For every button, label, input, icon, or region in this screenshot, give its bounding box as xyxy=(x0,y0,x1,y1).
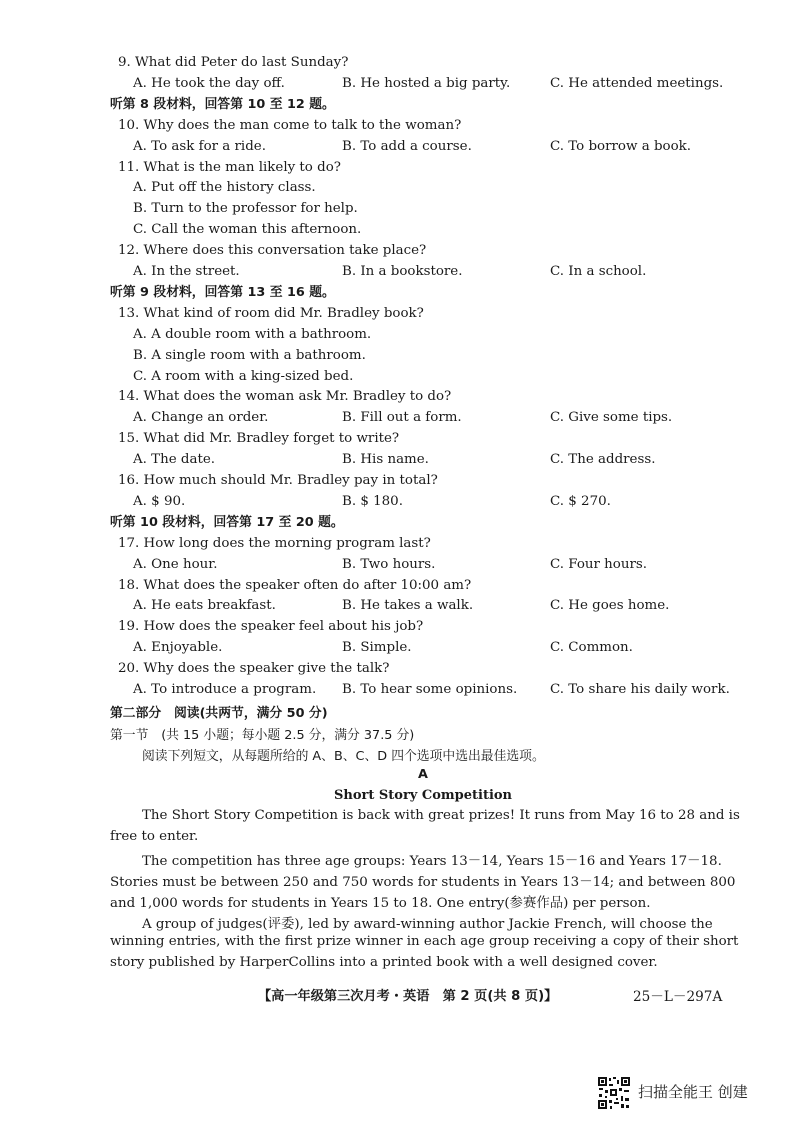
option-row xyxy=(0,324,794,345)
question-stem: 9. What did Peter do last Sunday? xyxy=(118,55,349,70)
option-text: B. Turn to the professor for help. xyxy=(133,201,358,217)
section-instruction: 听第 9 段材料，回答第 13 至 16 题。 xyxy=(110,284,335,300)
qr-code-icon xyxy=(597,1076,631,1110)
option-c: C. He attended meetings. xyxy=(550,75,724,91)
option-c: C. To share his daily work. xyxy=(550,682,730,697)
question-row xyxy=(0,616,794,637)
option-a: A. $ 90. xyxy=(133,493,186,509)
question-row xyxy=(0,470,794,491)
option-a: A. He took the day off. xyxy=(133,75,285,91)
question-row xyxy=(0,658,794,679)
question-stem: 18. What does the speaker often do after 10:00 am? xyxy=(118,577,472,593)
options-row xyxy=(0,637,794,658)
option-b: B. To add a course. xyxy=(342,138,472,154)
question-stem: 16. How much should Mr. Bradley pay in total? xyxy=(118,473,438,488)
option-a: A. Enjoyable. xyxy=(133,640,223,656)
paragraph-1-line-1: The Short Story Competition is back with great prizes! It runs from May 16 to 28 and is xyxy=(142,808,740,823)
option-c: C. Common. xyxy=(550,640,633,656)
question-row xyxy=(0,533,794,554)
option-text: C. A room with a king-sized bed. xyxy=(133,368,354,384)
paragraph-3-line-1: A group of judges(评委), led by award-winning author Jackie French, will choose the xyxy=(142,917,713,932)
option-c: C. In a school. xyxy=(550,264,647,279)
option-b: B. In a bookstore. xyxy=(342,264,463,279)
options-row xyxy=(0,136,794,157)
options-row xyxy=(0,491,794,512)
option-b: B. Simple. xyxy=(342,640,412,656)
option-b: B. To hear some opinions. xyxy=(342,682,518,697)
section1-heading: 第一节 (共 15 小题；每小题 2.5 分，满分 37.5 分) xyxy=(110,728,415,743)
question-stem: 14. What does the woman ask Mr. Bradley to do? xyxy=(118,389,452,405)
options-row xyxy=(0,554,794,575)
option-row xyxy=(0,219,794,240)
section-instruction-row xyxy=(0,512,794,533)
option-c: C. He goes home. xyxy=(550,598,670,614)
question-row xyxy=(0,240,794,261)
option-c: C. Give some tips. xyxy=(550,410,673,426)
option-a: A. One hour. xyxy=(133,556,218,572)
options-row xyxy=(0,261,794,282)
paragraph-3-line-2: winning entries, with the first prize winner in each age group receiving a copy of their short xyxy=(110,934,739,949)
option-a: A. To ask for a ride. xyxy=(133,138,266,154)
question-stem: 20. Why does the speaker give the talk? xyxy=(118,661,390,677)
question-row xyxy=(0,157,794,178)
options-row xyxy=(0,73,794,94)
question-row xyxy=(0,428,794,449)
paragraph-1-line-2: free to enter. xyxy=(110,829,199,844)
option-a: A. He eats breakfast. xyxy=(133,598,276,614)
paragraph-2-line-2: Stories must be between 250 and 750 words for students in Years 13－14; and between 800 xyxy=(110,875,736,890)
page-footer-label: 【高一年级第三次月考・英语 第 2 页(共 8 页)】 xyxy=(258,989,558,1004)
section-instruction-row xyxy=(0,94,794,115)
paragraph-3-line-3: story published by HarperCollins into a printed book with a well designed cover. xyxy=(110,955,658,970)
question-stem: 19. How does the speaker feel about his job? xyxy=(118,619,424,635)
options-row xyxy=(0,407,794,428)
question-stem: 10. Why does the man come to talk to the woman? xyxy=(118,117,462,133)
option-a: A. Change an order. xyxy=(133,410,269,426)
paragraph-2-line-1: The competition has three age groups: Years 13－14, Years 15－16 and Years 17－18. xyxy=(142,854,722,869)
option-row xyxy=(0,366,794,387)
option-text: A. Put off the history class. xyxy=(133,180,316,196)
question-row xyxy=(0,115,794,136)
option-b: B. He hosted a big party. xyxy=(342,75,511,91)
section-instruction-row xyxy=(0,282,794,303)
reading-instruction: 阅读下列短文，从每题所给的 A、B、C、D 四个选项中选出最佳选项。 xyxy=(142,749,545,764)
option-row xyxy=(0,345,794,366)
question-stem: 17. How long does the morning program last? xyxy=(118,535,431,551)
options-row xyxy=(0,449,794,470)
option-text: B. A single room with a bathroom. xyxy=(133,347,366,363)
option-b: B. His name. xyxy=(342,452,429,468)
option-row xyxy=(0,198,794,219)
option-a: A. In the street. xyxy=(133,264,240,279)
section-instruction: 听第 10 段材料，回答第 17 至 20 题。 xyxy=(110,514,344,530)
question-row xyxy=(0,575,794,596)
option-a: A. To introduce a program. xyxy=(133,682,317,697)
option-text: C. Call the woman this afternoon. xyxy=(133,222,362,238)
part2-heading: 第二部分 阅读(共两节，满分 50 分) xyxy=(110,706,328,721)
question-stem: 15. What did Mr. Bradley forget to write? xyxy=(118,431,400,447)
question-stem: 11. What is the man likely to do? xyxy=(118,159,341,175)
passage-letter: A xyxy=(418,767,428,782)
question-stem: 13. What kind of room did Mr. Bradley book? xyxy=(118,305,424,321)
option-b: B. $ 180. xyxy=(342,493,403,509)
question-stem: 12. Where does this conversation take place? xyxy=(118,243,427,259)
option-a: A. The date. xyxy=(133,452,216,468)
question-row xyxy=(0,303,794,324)
scanner-watermark: 扫描全能王 创建 xyxy=(638,1083,748,1101)
section-instruction: 听第 8 段材料，回答第 10 至 12 题。 xyxy=(110,96,335,112)
option-text: A. A double room with a bathroom. xyxy=(133,326,372,342)
paper-code: 25－L－297A xyxy=(633,989,723,1005)
option-c: C. Four hours. xyxy=(550,556,648,572)
option-c: C. To borrow a book. xyxy=(550,138,692,154)
options-row xyxy=(0,679,794,700)
question-row xyxy=(0,386,794,407)
question-row xyxy=(0,52,794,73)
option-b: B. Fill out a form. xyxy=(342,410,462,426)
option-row xyxy=(0,177,794,198)
option-c: C. $ 270. xyxy=(550,493,611,509)
paragraph-2-line-3: and 1,000 words for students in Years 15 to 18. One entry(参赛作品) per person. xyxy=(110,896,651,911)
passage-title: Short Story Competition xyxy=(333,788,513,803)
options-row xyxy=(0,595,794,616)
option-c: C. The address. xyxy=(550,452,656,468)
option-b: B. He takes a walk. xyxy=(342,598,474,614)
option-b: B. Two hours. xyxy=(342,556,436,572)
